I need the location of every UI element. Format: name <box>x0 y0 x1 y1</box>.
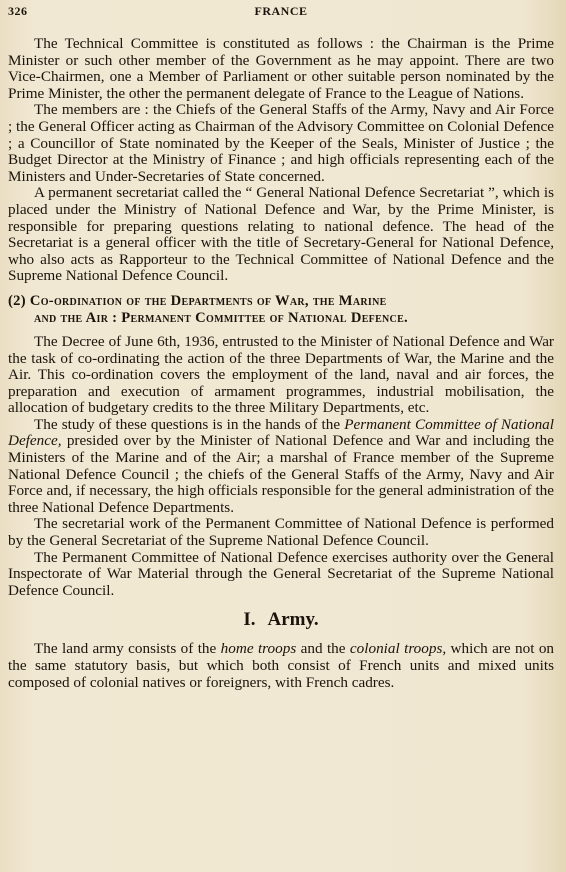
paragraph-land-army-text-a: The land army consists of the <box>34 640 221 658</box>
section-heading-line2: and the Air : Permanent Committee of National Defence. <box>34 309 408 326</box>
paragraph-land-army-text-c: which are not on the same statutory basis, but which both consist of French units and mixed units composed of colonial natives or foreigners, with French cadres. <box>8 640 555 691</box>
home-troops-term: home troops <box>220 640 297 658</box>
chapter-number: I. <box>243 609 256 631</box>
running-title: FRANCE <box>254 4 308 18</box>
paragraph-land-army <box>8 641 554 691</box>
body-text <box>8 22 554 691</box>
chapter-heading <box>8 609 554 631</box>
colonial-troops-term: colonial troops, <box>349 640 447 658</box>
section-heading <box>8 293 554 327</box>
section-heading-line1: (2) Co-ordination of the Departments of War, the Marine <box>8 292 387 309</box>
paragraph-secretariat: A permanent secretariat called the “ General National Defence Secretariat ”, which is placed under the Ministry of National Defence and War, by the Prime Minister, is responsible for preparing questions relating to national defence. The head of the Secretariat is a general officer with the title of Secretary-General for National Defence, who also acts as Rapporteur to the Technical Committee of National Defence and the Supreme National Defence Council. <box>8 184 554 285</box>
paragraph-permanent-committee-text-a: The study of these questions is in the hands of the <box>34 415 345 433</box>
chapter-title: Army. <box>267 609 319 631</box>
paragraph-members: The members are : the Chiefs of the General Staffs of the Army, Navy and Air Force ; the General Officer acting as Chairman of the Advisory Committee on Colonial Defence ; a Councillor of State nominated by the Keeper of the Seals, Minister of Justice ; the Budget Director at the Ministry of Finance ; and high officials representing each of the Ministers and Under-Secretaries of State concerned. <box>8 101 554 185</box>
page-number: 326 <box>8 4 28 18</box>
paragraph-land-army-text-b: and the <box>296 640 350 658</box>
paragraph-inspectorate: The Permanent Committee of National Defence exercises authority over the General Inspectorate of War Material through the General Secretariat of the Supreme National Defence Council. <box>8 548 554 599</box>
permanent-committee-name: Permanent Committee of National Defence, <box>8 415 554 450</box>
paragraph-decree: The Decree of June 6th, 1936, entrusted to the Minister of National Defence and War the task of co-ordinating the action of the three Departments of War, the Marine and the Air. This co-ordination covers the employment of the land, naval and air forces, the preparation and execution of armament programmes, industrial mobilisation, the allocation of budgetary credits to the three Military Departments, etc. <box>8 332 554 417</box>
paragraph-permanent-committee-text-b: presided over by the Minister of National Defence and War and including the Ministers of the Marine and of the Air; a marshal of France member of the Supreme National Defence Council ; the chiefs of the General Staffs of the Army, Navy and Air Force and, if necessary, the high officials responsible for the general administration of the three National Defence Departments. <box>8 432 554 516</box>
running-head <box>8 0 554 22</box>
paragraph-secretarial-work: The secretarial work of the Permanent Committee of National Defence is performed by the General Secretariat of the Supreme National Defence Council. <box>8 515 554 550</box>
paragraph-permanent-committee <box>8 417 554 517</box>
paragraph-technical-committee: The Technical Committee is constituted as follows : the Chairman is the Prime Minister or such other member of the Government as he may appoint. There are two Vice-Chairmen, one a Member of Parliament or other suitable person nominated by the Prime Minister, the other the permanent delegate of France to the League of Nations. <box>8 35 554 102</box>
